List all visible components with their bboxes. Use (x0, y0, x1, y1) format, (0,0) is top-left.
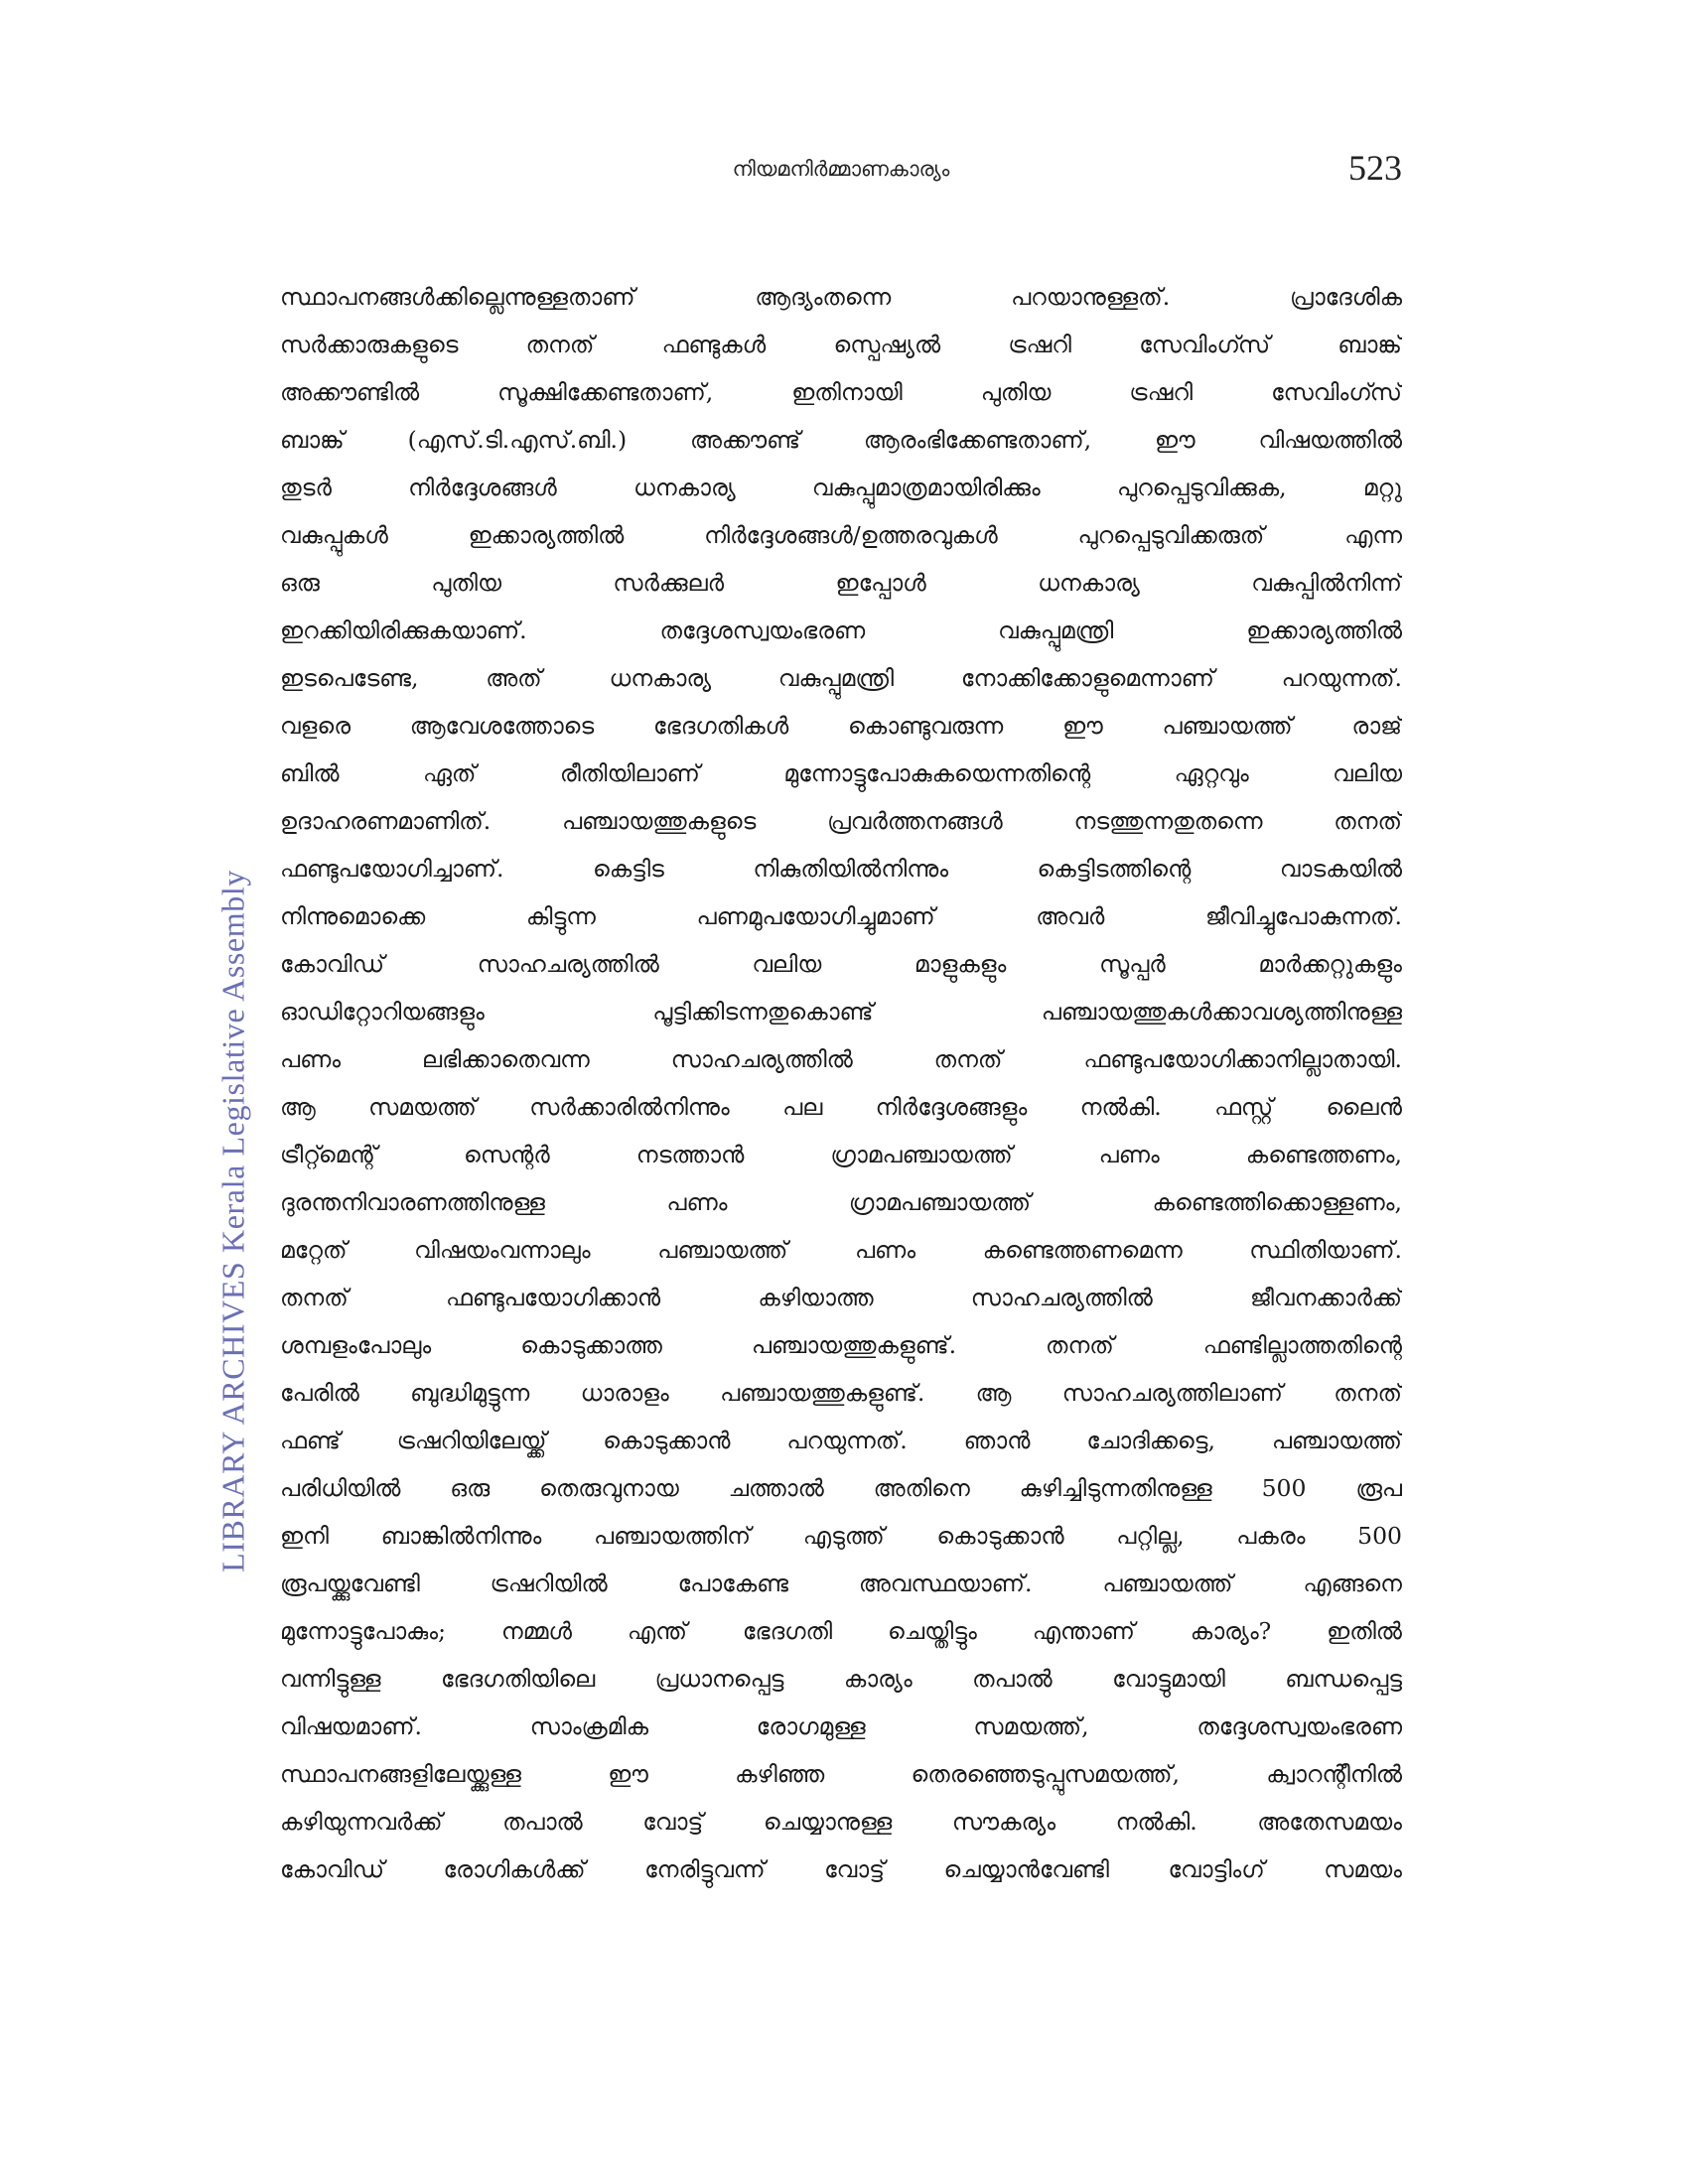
text-line: കോവിഡ് രോഗികൾക്ക് നേരിട്ടുവന്ന് വോട്ട് ചെയ്യാൻവേണ്ടി വോട്ടിംഗ് സമയം (280, 1855, 1402, 1883)
text-line: ഉദാഹരണമാണിത്. പഞ്ചായത്തുകളുടെ പ്രവർത്തനങ്ങൾ നടത്തുന്നതുതന്നെ തനത് (280, 807, 1402, 835)
text-line: കഴിയുന്നവർക്ക് തപാൽ വോട്ട് ചെയ്യാനുള്ള സൗകര്യം നൽകി. അതേസമയം (280, 1808, 1402, 1836)
text-line: സ്ഥാപനങ്ങളിലേയ്ക്കുള്ള ഈ കഴിഞ്ഞ തെരഞ്ഞെടുപ്പുസമയത്ത്, ക്വാറന്റീനിൽ (280, 1760, 1402, 1788)
text-line: മുന്നോട്ടുപോകും; നമ്മൾ എന്ത് ഭേദഗതി ചെയ്തിട്ടും എന്താണ് കാര്യം? ഇതിൽ (280, 1617, 1402, 1645)
text-line: ഫണ്ട് ട്രഷറിയിലേയ്ക്ക് കൊടുക്കാൻ പറയുന്നത്. ഞാൻ ചോദിക്കട്ടെ, പഞ്ചായത്ത് (280, 1427, 1402, 1454)
text-line: ഇനി ബാങ്കിൽനിന്നും പഞ്ചായത്തിന് എടുത്ത് കൊടുക്കാൻ പറ്റില്ല, പകരം 500 (280, 1522, 1402, 1550)
text-line: പണം ലഭിക്കാതെവന്ന സാഹചര്യത്തിൽ തനത് ഫണ്ടുപയോഗിക്കാനില്ലാതായി. (280, 1045, 1402, 1073)
text-line: ദുരന്തനിവാരണത്തിനുള്ള പണം ഗ്രാമപഞ്ചായത്ത് കണ്ടെത്തിക്കൊള്ളണം, (280, 1188, 1402, 1216)
text-line: രൂപയ്ക്കുവേണ്ടി ട്രഷറിയിൽ പോകേണ്ട അവസ്ഥയാണ്. പഞ്ചായത്ത് എങ്ങനെ (280, 1570, 1402, 1597)
text-line: വന്നിട്ടുള്ള ഭേദഗതിയിലെ പ്രധാനപ്പെട്ട കാര്യം തപാൽ വോട്ടുമായി ബന്ധപ്പെട്ട (280, 1665, 1402, 1693)
text-line: ബാങ്ക് (എസ്.ടി.എസ്.ബി.) അക്കൗണ്ട് ആരംഭിക്കേണ്ടതാണ്, ഈ വിഷയത്തിൽ (280, 426, 1402, 454)
library-watermark: LIBRARY ARCHIVES Kerala Legislative Assembly (214, 870, 251, 1572)
text-line: ആ സമയത്ത് സർക്കാരിൽനിന്നും പല നിർദ്ദേശങ്ങളും നൽകി. ഫസ്റ്റ് ലൈൻ (280, 1093, 1402, 1121)
text-line: പേരിൽ ബുദ്ധിമുട്ടുന്ന ധാരാളം പഞ്ചായത്തുകളുണ്ട്. ആ സാഹചര്യത്തിലാണ് തനത് (280, 1379, 1402, 1407)
text-line: മറ്റേത് വിഷയംവന്നാലും പഞ്ചായത്ത് പണം കണ്ടെത്തണമെന്ന സ്ഥിതിയാണ്. (280, 1236, 1402, 1264)
text-line: കോവിഡ് സാഹചര്യത്തിൽ വലിയ മാളുകളും സൂപ്പർ മാർക്കറ്റുകളും (280, 950, 1402, 978)
text-line: ട്രീറ്റ്മെന്റ് സെന്റർ നടത്താൻ ഗ്രാമപഞ്ചായത്ത് പണം കണ്ടെത്തണം, (280, 1141, 1402, 1168)
text-line: ഒരു പുതിയ സർക്കുലർ ഇപ്പോൾ ധനകാര്യ വകുപ്പിൽനിന്ന് (280, 569, 1402, 597)
text-line: ശമ്പളംപോലും കൊടുക്കാത്ത പഞ്ചായത്തുകളുണ്ട്. തനത് ഫണ്ടില്ലാത്തതിന്റെ (280, 1331, 1402, 1359)
text-line: തനത് ഫണ്ടുപയോഗിക്കാൻ കഴിയാത്ത സാഹചര്യത്തിൽ ജീവനക്കാർക്ക് (280, 1284, 1402, 1311)
text-line: വളരെ ആവേശത്തോടെ ഭേദഗതികൾ കൊണ്ടുവരുന്ന ഈ പഞ്ചായത്ത് രാജ് (280, 712, 1402, 740)
text-line: വകുപ്പുകൾ ഇക്കാര്യത്തിൽ നിർദ്ദേശങ്ങൾ/ഉത്തരവുകൾ പുറപ്പെടുവിക്കരുത് എന്ന (280, 521, 1402, 549)
text-line: വിഷയമാണ്. സാംക്രമിക രോഗമുള്ള സമയത്ത്, തദ്ദേശസ്വയംഭരണ (280, 1712, 1402, 1740)
text-line: സ്ഥാപനങ്ങൾക്കില്ലെന്നുള്ളതാണ് ആദ്യംതന്നെ പറയാനുള്ളത്. പ്രാദേശിക (280, 283, 1402, 311)
text-line: ഇറക്കിയിരിക്കുകയാണ്. തദ്ദേശസ്വയംഭരണ വകുപ്പുമന്ത്രി ഇക്കാര്യത്തിൽ (280, 616, 1402, 644)
text-line: പരിധിയിൽ ഒരു തെരുവുനായ ചത്താൽ അതിനെ കുഴിച്ചിടുന്നതിനുള്ള 500 രൂപ (280, 1474, 1402, 1502)
text-line: ഓഡിറ്റോറിയങ്ങളും പൂട്ടിക്കിടന്നതുകൊണ്ട് പഞ്ചായത്തുകൾക്കാവശ്യത്തിനുള്ള (280, 998, 1402, 1025)
text-line: നിന്നുമൊക്കെ കിട്ടുന്ന പണമുപയോഗിച്ചുമാണ് അവർ ജീവിച്ചുപോകുന്നത്. (280, 902, 1402, 930)
running-title: നിയമനിർമ്മാണകാര്യം (732, 157, 950, 181)
page-number: 523 (1348, 148, 1402, 188)
text-line: ഇടപെടേണ്ട, അത് ധനകാര്യ വകുപ്പുമന്ത്രി നോക്കിക്കോളുമെന്നാണ് പറയുന്നത്. (280, 664, 1402, 692)
text-line: ഫണ്ടുപയോഗിച്ചാണ്. കെട്ടിട നികുതിയിൽനിന്നും കെട്ടിടത്തിന്റെ വാടകയിൽ (280, 855, 1402, 883)
page-header (280, 147, 1402, 197)
text-line: അക്കൗണ്ടിൽ സൂക്ഷിക്കേണ്ടതാണ്, ഇതിനായി പുതിയ ട്രഷറി സേവിംഗ്സ് (280, 378, 1402, 406)
text-line: ബിൽ ഏത് രീതിയിലാണ് മുന്നോട്ടുപോകുകയെന്നതിന്റെ ഏറ്റവും വലിയ (280, 759, 1402, 787)
text-line: സർക്കാരുകളുടെ തനത് ഫണ്ടുകൾ സ്പെഷ്യൽ ട്രഷറി സേവിംഗ്സ് ബാങ്ക് (280, 331, 1402, 358)
text-line: തുടർ നിർദ്ദേശങ്ങൾ ധനകാര്യ വകുപ്പുമാത്രമായിരിക്കും പുറപ്പെടുവിക്കുക, മറ്റു (280, 474, 1402, 501)
body-text (280, 273, 1402, 1893)
